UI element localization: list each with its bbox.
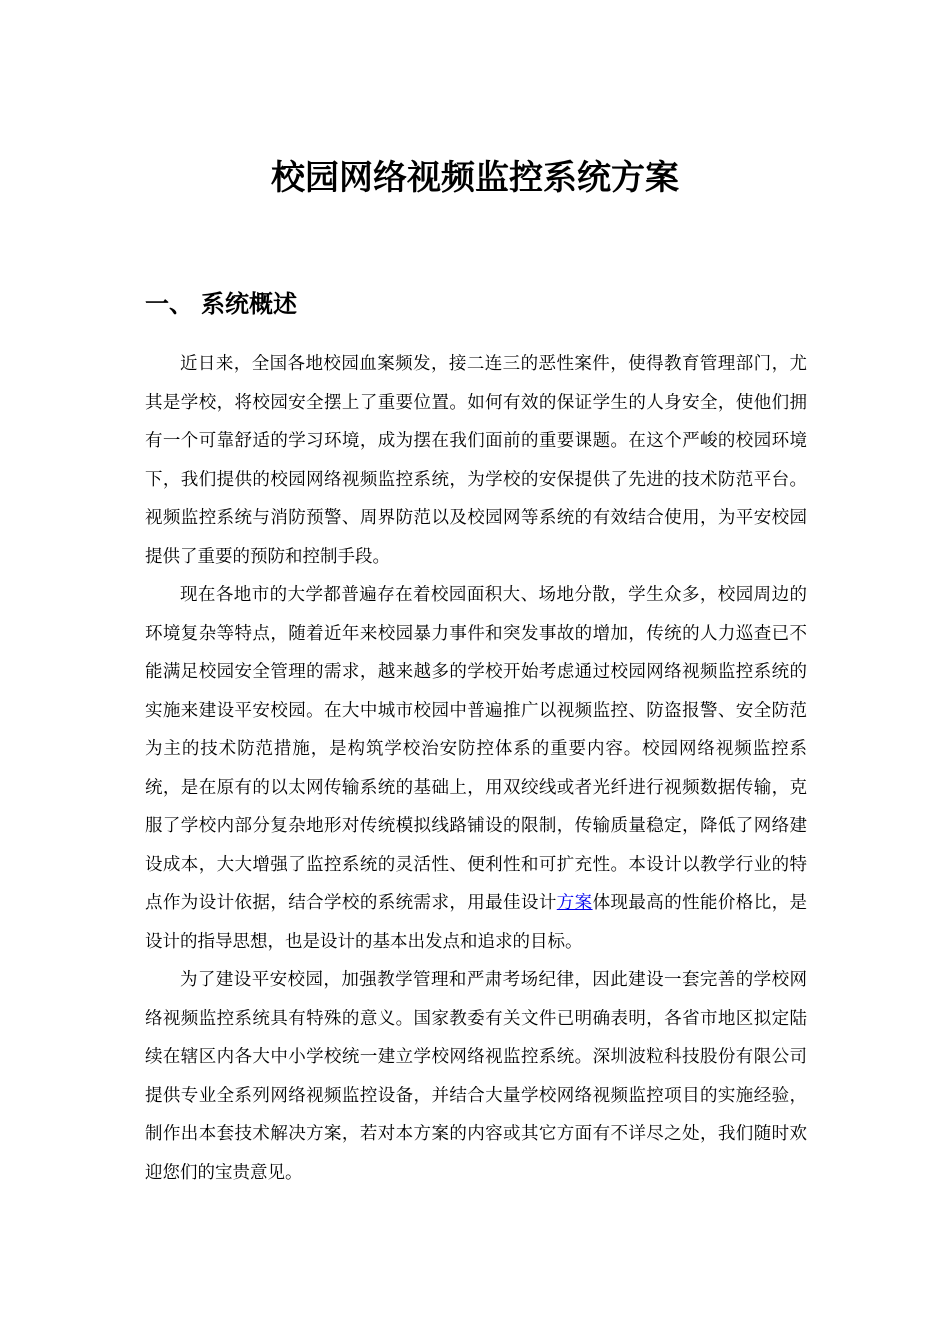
body-text: [145, 345, 807, 1192]
paragraph-2-text-b: 体现最高的性能价格比，是设计的指导思想，也是设计的基本出发点和追求的目标。: [145, 893, 808, 952]
document-title: 校园网络视频监控系统方案: [271, 158, 679, 198]
paragraph-2: [145, 576, 807, 961]
paragraph-3: 为了建设平安校园，加强教学管理和严肃考场纪律，因此建设一套完善的学校网络视频监控系统具有特殊的意义。国家教委有关文件已明确表明，各省市地区拟定陆续在辖区内各大中小学校统一建立学校网络视监控系统。深圳波粒科技股份有限公司提供专业全系列网络视频监控设备，并结合大量学校网络视频监控项目的实施经验，制作出本套技术解决方案，若对本方案的内容或其它方面有不详尽之处，我们随时欢迎您们的宝贵意见。: [145, 970, 807, 1183]
scheme-link[interactable]: 方案: [556, 893, 593, 913]
section-heading: [145, 282, 297, 326]
section-number: 一、: [145, 289, 193, 318]
section-title: 系统概述: [201, 289, 297, 318]
paragraph-1: 近日来，全国各地校园血案频发，接二连三的恶性案件，使得教育管理部门，尤其是学校，将校园安全摆上了重要位置。如何有效的保证学生的人身安全，使他们拥有一个可靠舒适的学习环境，成为摆在我们面前的重要课题。在这个严峻的校园环境下，我们提供的校园网络视频监控系统，为学校的安保提供了先进的技术防范平台。视频监控系统与消防预警、周界防范以及校园网等系统的有效结合使用，为平安校园提供了重要的预防和控制手段。: [145, 354, 807, 567]
paragraph-2-text-a: 现在各地市的大学都普遍存在着校园面积大、场地分散，学生众多，校园周边的环境复杂等特点，随着近年来校园暴力事件和突发事故的增加，传统的人力巡查已不能满足校园安全管理的需求，越来越多的学校开始考虑通过校园网络视频监控系统的实施来建设平安校园。在大中城市校园中普遍推广以视频监控、防盗报警、安全防范为主的技术防范措施，是构筑学校治安防控体系的重要内容。校园网络视频监控系统，是在原有的以太网传输系统的基础上，用双绞线或者光纤进行视频数据传输，克服了学校内部分复杂地形对传统模拟线路铺设的限制，传输质量稳定，降低了网络建设成本，大大增强了监控系统的灵活性、便利性和可扩充性。本设计以教学行业的特点作为设计依据，结合学校的系统需求，用最佳设计: [145, 585, 807, 913]
